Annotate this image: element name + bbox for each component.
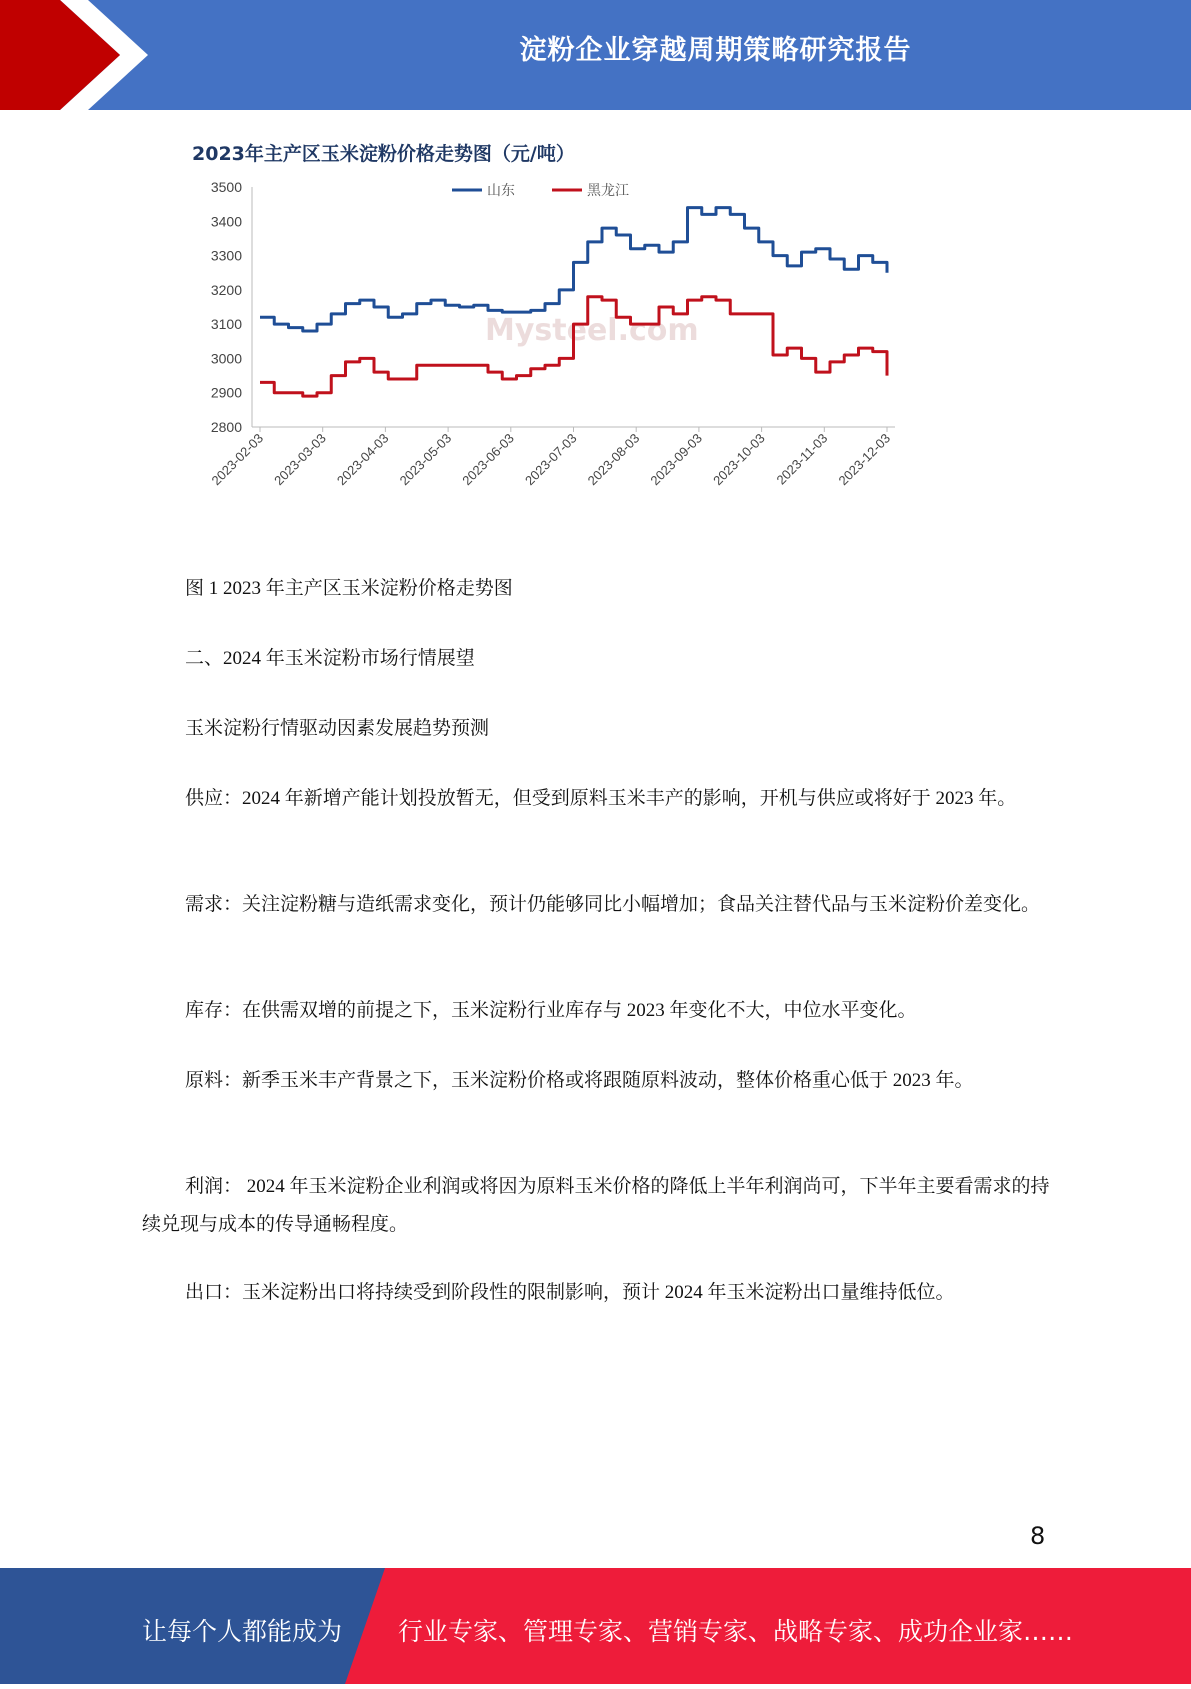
document-title: 淀粉企业穿越周期策略研究报告 bbox=[519, 35, 912, 66]
y-tick-label: 3000 bbox=[210, 350, 242, 367]
figure-caption: 图 1 2023 年主产区玉米淀粉价格走势图 bbox=[185, 578, 513, 599]
footer-slogan-left: 让每个人都能成为 bbox=[142, 1617, 343, 1646]
paragraph-export: 出口：玉米淀粉出口将持续受到阶段性的限制影响，预计 2024 年玉米淀粉出口量维持低位。 bbox=[185, 1282, 955, 1303]
x-tick-label: 2023-03-03 bbox=[271, 430, 329, 489]
paragraph-supply: 供应：2024 年新增产能计划投放暂无，但受到原料玉米丰产的影响，开机与供应或将好于 2023 年。 bbox=[185, 788, 1017, 809]
y-tick-label: 2900 bbox=[210, 384, 242, 401]
chart-legend bbox=[452, 182, 629, 199]
price-chart bbox=[180, 135, 920, 535]
chart-watermark: Mysteel.com bbox=[485, 313, 699, 348]
y-tick-label: 3400 bbox=[210, 213, 242, 230]
x-tick-label: 2023-09-03 bbox=[647, 430, 706, 489]
paragraph-demand: 需求：关注淀粉糖与造纸需求变化，预计仍能够同比小幅增加；食品关注替代品与玉米淀粉价差变化。 bbox=[185, 894, 1041, 915]
paragraph-profit: 利润： 2024 年玉米淀粉企业利润或将因为原料玉米价格的降低上半年利润尚可，下半年主要看需求的持续兑现与成本的传导通畅程度。 bbox=[142, 1176, 1050, 1235]
chart-title: 2023年主产区玉米淀粉价格走势图（元/吨） bbox=[192, 143, 575, 165]
x-tick-label: 2023-02-03 bbox=[208, 430, 267, 489]
y-tick-label: 3300 bbox=[210, 247, 242, 264]
x-tick-label: 2023-04-03 bbox=[333, 430, 392, 489]
chart-svg bbox=[180, 135, 920, 535]
footer-slogan-right: 行业专家、管理专家、营销专家、战略专家、成功企业家…… bbox=[398, 1617, 1074, 1646]
legend-label-shandong: 山东 bbox=[487, 183, 515, 199]
y-tick-label: 3500 bbox=[210, 179, 242, 195]
x-tick-label: 2023-11-03 bbox=[773, 430, 831, 488]
x-tick-label: 2023-07-03 bbox=[521, 430, 580, 489]
subsection-heading: 玉米淀粉行情驱动因素发展趋势预测 bbox=[185, 718, 490, 739]
paragraph-raw-material: 原料：新季玉米丰产背景之下，玉米淀粉价格或将跟随原料波动，整体价格重心低于 2023 年。 bbox=[185, 1070, 974, 1091]
y-tick-label: 2800 bbox=[210, 419, 242, 435]
page-header bbox=[0, 0, 1191, 110]
page-number: 8 bbox=[1030, 1522, 1046, 1550]
paragraph-inventory: 库存：在供需双增的前提之下，玉米淀粉行业库存与 2023 年变化不大，中位水平变化。 bbox=[185, 1000, 917, 1021]
x-tick-label: 2023-12-03 bbox=[835, 430, 894, 489]
legend-label-heilongjiang: 黑龙江 bbox=[587, 183, 629, 199]
y-tick-label: 3100 bbox=[210, 316, 242, 333]
x-tick-label: 2023-08-03 bbox=[584, 430, 643, 489]
x-tick-label: 2023-05-03 bbox=[396, 430, 455, 489]
section-heading: 二、2024 年玉米淀粉市场行情展望 bbox=[185, 648, 475, 669]
x-tick-label: 2023-10-03 bbox=[710, 430, 768, 489]
y-tick-label: 3200 bbox=[210, 281, 242, 298]
x-tick-label: 2023-06-03 bbox=[459, 430, 517, 489]
series-line-heilongjiang bbox=[260, 297, 887, 396]
